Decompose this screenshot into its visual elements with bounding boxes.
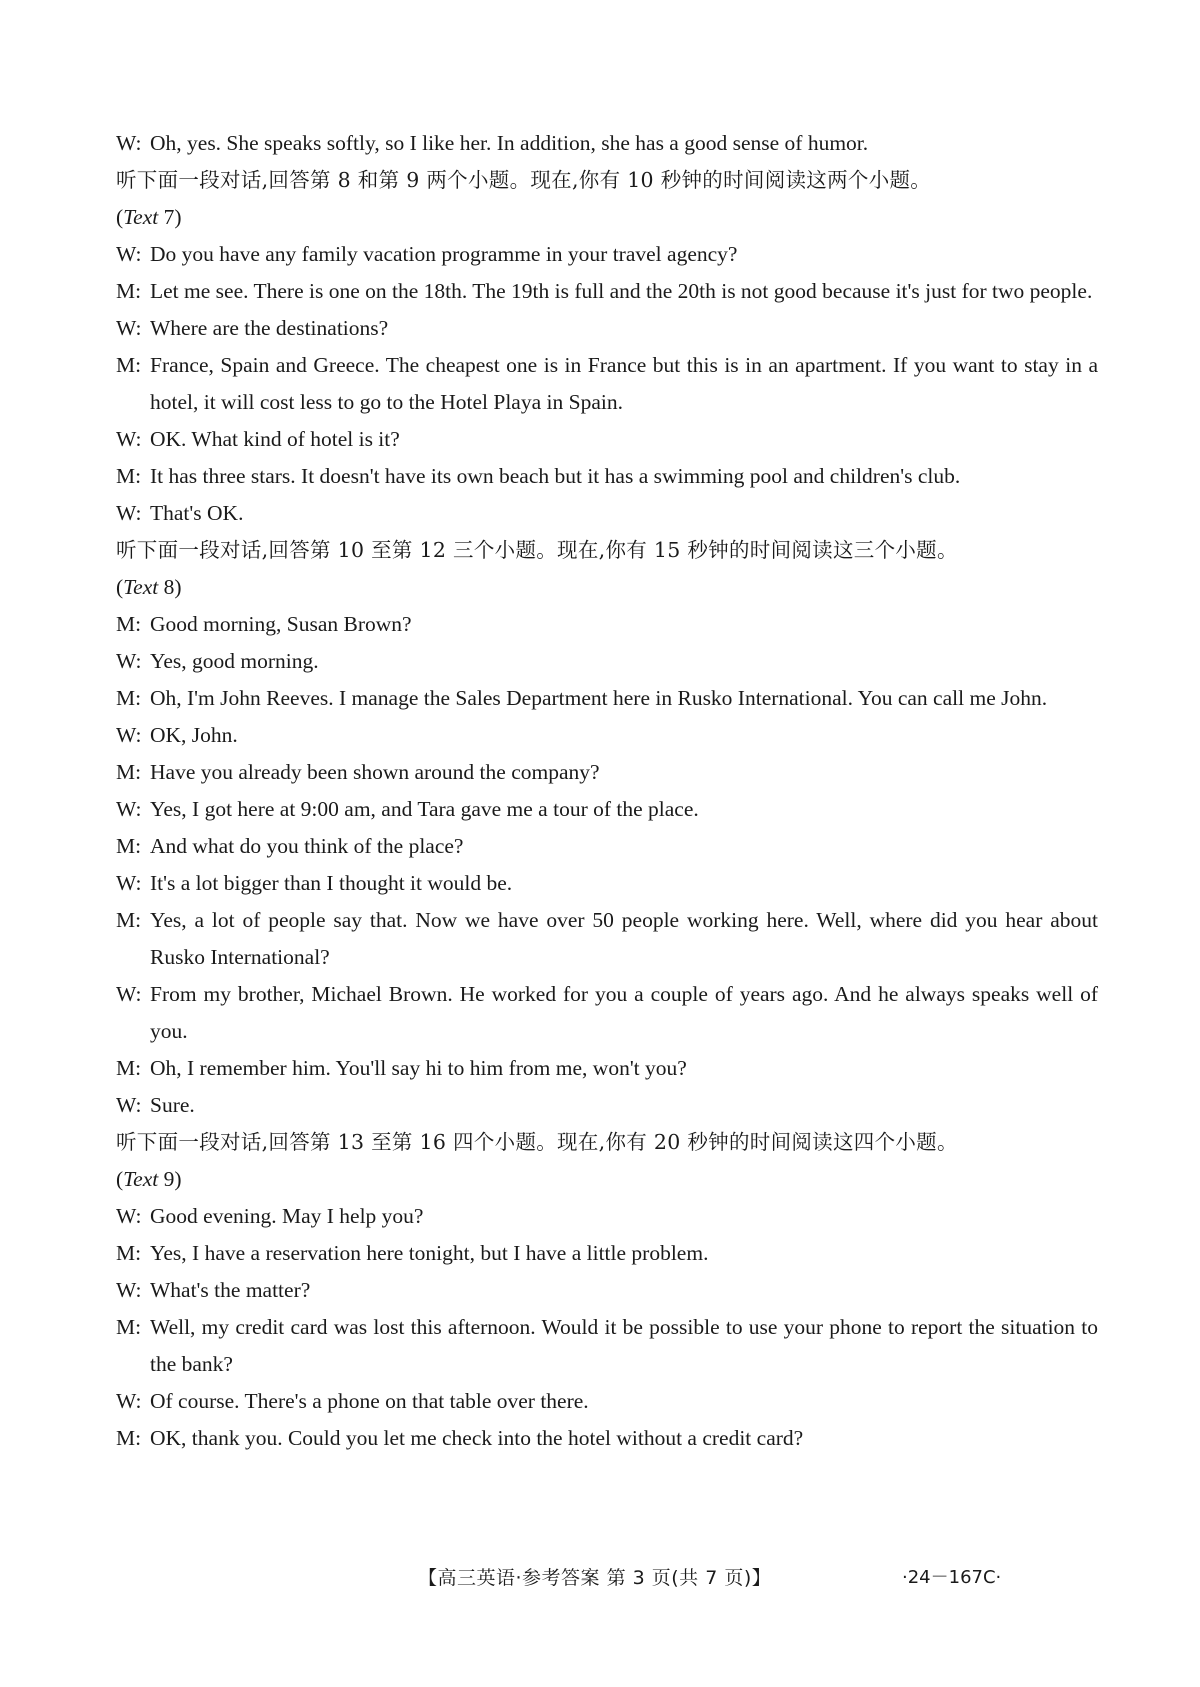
speaker-label: M: <box>116 834 142 858</box>
speaker-label: W: <box>116 1093 142 1117</box>
speaker-label: M: <box>116 464 142 488</box>
dialog-line <box>116 643 1098 680</box>
dialog-line <box>116 1272 1098 1309</box>
dialog-text: OK. What kind of hotel is it? <box>150 427 400 451</box>
dialog-line <box>116 236 1098 273</box>
speaker-label: M: <box>116 279 142 303</box>
speaker-label: M: <box>116 908 142 932</box>
dialog-text: It has three stars. It doesn't have its own beach but it has a swimming pool and children's club. <box>150 464 961 488</box>
section-instruction: 听下面一段对话,回答第 8 和第 9 两个小题。现在,你有 10 秒钟的时间阅读这两个小题。 <box>116 168 932 192</box>
dialog-text: And what do you think of the place? <box>150 834 464 858</box>
speaker-label: M: <box>116 1315 142 1339</box>
text-label <box>116 199 1098 236</box>
dialog-line <box>116 1198 1098 1235</box>
dialog-line <box>116 902 1098 976</box>
dialog-line <box>116 717 1098 754</box>
speaker-label: W: <box>116 501 142 525</box>
dialog-text: From my brother, Michael Brown. He worked for you a couple of years ago. And he always speaks well of you. <box>150 982 1098 1043</box>
dialog-text: Where are the destinations? <box>150 316 389 340</box>
speaker-label: M: <box>116 1056 142 1080</box>
section-instruction: 听下面一段对话,回答第 13 至第 16 四个小题。现在,你有 20 秒钟的时间阅读这四个小题。 <box>116 1130 958 1154</box>
dialog-text: France, Spain and Greece. The cheapest one is in France but this is in an apartment. If you want to stay in a hotel, it will cost less to go to the Hotel Playa in Spain. <box>150 353 1098 414</box>
dialog-line <box>116 680 1098 717</box>
dialog-line <box>116 347 1098 421</box>
dialog-line <box>116 273 1098 310</box>
dialog-text: OK, John. <box>150 723 238 747</box>
speaker-label: M: <box>116 1241 142 1265</box>
speaker-label: W: <box>116 649 142 673</box>
dialog-line <box>116 828 1098 865</box>
dialog-line <box>116 1420 1098 1457</box>
speaker-label: M: <box>116 686 142 710</box>
page-footer <box>0 1563 1200 1599</box>
dialog-text: Let me see. There is one on the 18th. The 19th is full and the 20th is not good because it's just for two people. <box>150 279 1093 303</box>
dialog-text: Good morning, Susan Brown? <box>150 612 412 636</box>
dialog-text: Oh, I'm John Reeves. I manage the Sales Department here in Rusko International. You can call me John. <box>150 686 1048 710</box>
speaker-label: W: <box>116 1389 142 1413</box>
dialog-line <box>116 1087 1098 1124</box>
dialog-text: Of course. There's a phone on that table over there. <box>150 1389 589 1413</box>
speaker-label: W: <box>116 1278 142 1302</box>
dialog-text: What's the matter? <box>150 1278 311 1302</box>
dialog-text: Oh, yes. She speaks softly, so I like her. In addition, she has a good sense of humor. <box>150 131 869 155</box>
dialog-text: Yes, I got here at 9:00 am, and Tara gave me a tour of the place. <box>150 797 699 821</box>
dialog-line <box>116 1309 1098 1383</box>
text-label-name: Text <box>123 575 159 599</box>
text-label-name: Text <box>123 1167 159 1191</box>
dialog-line <box>116 458 1098 495</box>
speaker-label: W: <box>116 871 142 895</box>
speaker-label: M: <box>116 760 142 784</box>
dialog-text: Sure. <box>150 1093 195 1117</box>
text-label-number: 9) <box>158 1167 182 1191</box>
dialog-line <box>116 421 1098 458</box>
text-label <box>116 1161 1098 1198</box>
text-label-open: ( <box>116 205 124 229</box>
dialog-line <box>116 310 1098 347</box>
speaker-label: W: <box>116 427 142 451</box>
dialog-line <box>116 1235 1098 1272</box>
dialog-line <box>116 791 1098 828</box>
dialog-text: OK, thank you. Could you let me check into the hotel without a credit card? <box>150 1426 804 1450</box>
dialog-line <box>116 606 1098 643</box>
dialog-text: Have you already been shown around the company? <box>150 760 600 784</box>
dialog-text: It's a lot bigger than I thought it would be. <box>150 871 513 895</box>
text-label-open: ( <box>116 1167 124 1191</box>
text-label <box>116 569 1098 606</box>
speaker-label: M: <box>116 353 142 377</box>
dialog-line <box>116 754 1098 791</box>
dialog-line <box>116 1050 1098 1087</box>
dialog-text: Yes, a lot of people say that. Now we have over 50 people working here. Well, where did you hear about Rusko International? <box>150 908 1098 969</box>
dialog-line <box>116 125 1098 162</box>
text-label-open: ( <box>116 575 124 599</box>
speaker-label: W: <box>116 316 142 340</box>
dialog-text: Good evening. May I help you? <box>150 1204 424 1228</box>
speaker-label: W: <box>116 1204 142 1228</box>
speaker-label: M: <box>116 612 142 636</box>
speaker-label: M: <box>116 1426 142 1450</box>
dialog-line <box>116 1383 1098 1420</box>
dialog-line <box>116 865 1098 902</box>
dialog-text: Yes, I have a reservation here tonight, but I have a little problem. <box>150 1241 709 1265</box>
footer-code: ·24－167C· <box>902 1567 1002 1588</box>
dialog-text: Oh, I remember him. You'll say hi to him from me, won't you? <box>150 1056 687 1080</box>
dialog-line <box>116 495 1098 532</box>
dialog-line <box>116 976 1098 1050</box>
dialog-text: Do you have any family vacation programme in your travel agency? <box>150 242 738 266</box>
speaker-label: W: <box>116 982 142 1006</box>
text-label-number: 8) <box>158 575 182 599</box>
speaker-label: W: <box>116 242 142 266</box>
text-label-name: Text <box>123 205 159 229</box>
speaker-label: W: <box>116 723 142 747</box>
section-instruction: 听下面一段对话,回答第 10 至第 12 三个小题。现在,你有 15 秒钟的时间阅读这三个小题。 <box>116 538 958 562</box>
dialog-text: Well, my credit card was lost this afternoon. Would it be possible to use your phone to report the situation to the bank? <box>150 1315 1098 1376</box>
text-label-number: 7) <box>158 205 182 229</box>
dialog-text: Yes, good morning. <box>150 649 319 673</box>
speaker-label: W: <box>116 131 142 155</box>
dialog-text: That's OK. <box>150 501 244 525</box>
footer-page-info: 【高三英语·参考答案 第 3 页(共 7 页)】 <box>418 1567 772 1589</box>
transcript-body <box>116 125 1098 1457</box>
speaker-label: W: <box>116 797 142 821</box>
